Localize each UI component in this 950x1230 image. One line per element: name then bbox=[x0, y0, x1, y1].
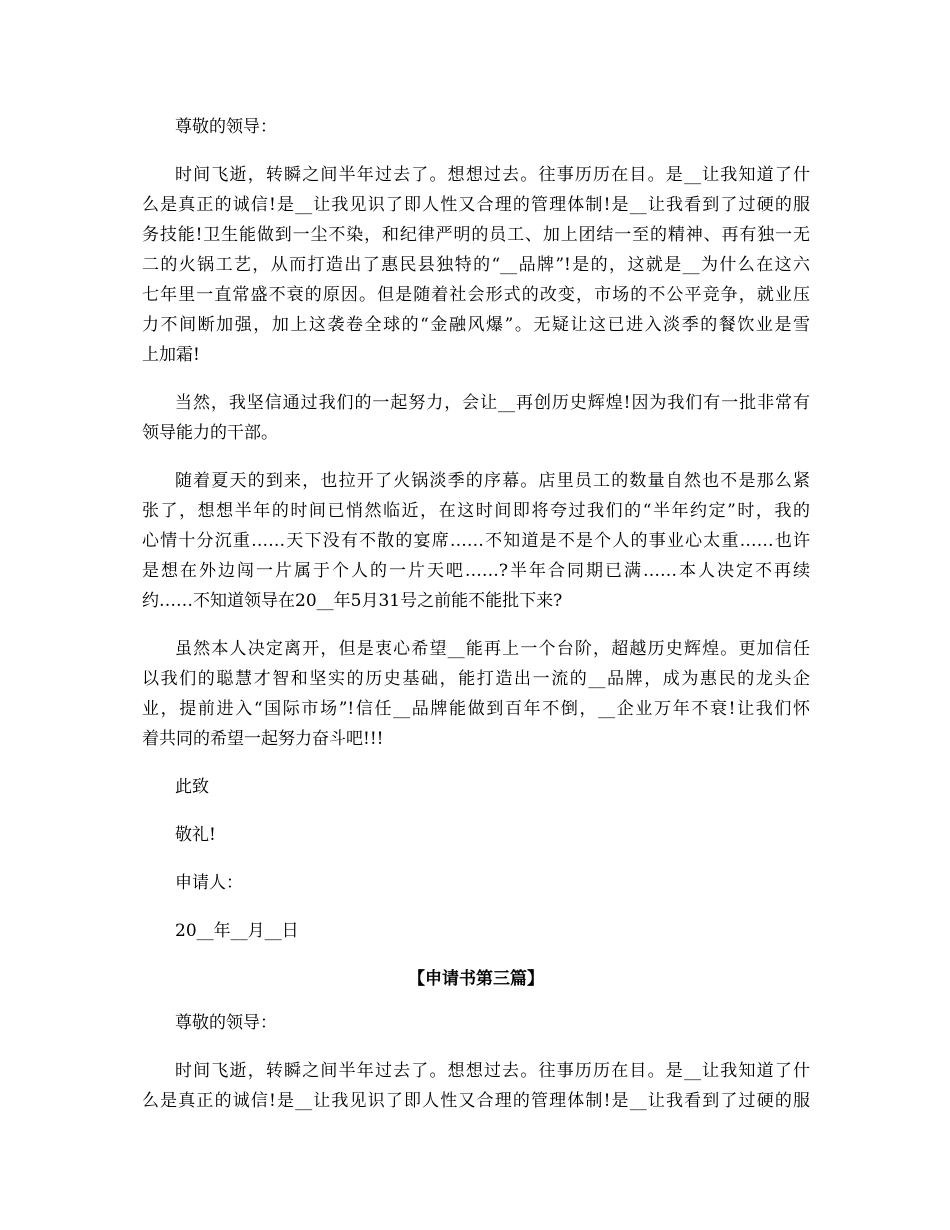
text-line: 力不间断加强，加上这袭卷全球的“金融风爆”。无疑让这已进入淡季的餐饮业是雪 bbox=[142, 315, 810, 335]
text-line: 以我们的聪慧才智和坚实的历史基础，能打造出一流的__品牌，成为惠民的龙头企 bbox=[142, 669, 810, 689]
paragraph-1 bbox=[142, 160, 810, 370]
text-line: 当然，我坚信通过我们的一起努力，会让__再创历史辉煌!因为我们有一批非常有 bbox=[175, 393, 810, 413]
text-line: 领导能力的干部。 bbox=[142, 423, 278, 443]
text-line: 么是真正的诚信!是__让我见识了即人性又合理的管理体制!是__让我看到了过硬的服 bbox=[142, 195, 810, 215]
paragraph-5 bbox=[142, 1056, 810, 1116]
text-line: 约……不知道领导在20__年5月31号之前能不能批下来? bbox=[142, 591, 563, 611]
text-line: 时间飞逝，转瞬之间半年过去了。想想过去。往事历历在目。是__让我知道了什 bbox=[175, 165, 810, 185]
closing-jingli: 敬礼! bbox=[175, 825, 216, 845]
text-line: 随着夏天的到来，也拉开了火锅淡季的序幕。店里员工的数量自然也不是那么紧 bbox=[175, 471, 810, 491]
text-line: 心情十分沉重……天下没有不散的宴席……不知道是不是个人的事业心太重……也许 bbox=[142, 531, 810, 551]
closing-cizhi: 此致 bbox=[175, 777, 209, 797]
paragraph-4 bbox=[142, 634, 810, 754]
salutation: 尊敬的领导： bbox=[175, 117, 277, 137]
paragraph-3 bbox=[142, 466, 810, 616]
text-line: 虽然本人决定离开，但是衷心希望__能再上一个台阶，超越历史辉煌。更加信任 bbox=[175, 639, 810, 659]
text-line: 上加霜! bbox=[142, 345, 200, 365]
text-line: 务技能!卫生能做到一尘不染，和纪律严明的员工、加上团结一至的精神、再有独一无 bbox=[142, 225, 810, 245]
text-line: 业，提前进入“国际市场”!信任__品牌能做到百年不倒，__企业万年不衰!让我们怀 bbox=[142, 699, 810, 719]
document-page bbox=[142, 112, 810, 1134]
applicant-label: 申请人： bbox=[175, 873, 243, 893]
text-line: 时间飞逝，转瞬之间半年过去了。想想过去。往事历历在目。是__让我知道了什 bbox=[175, 1061, 810, 1081]
text-line: 着共同的希望一起努力奋斗吧!!! bbox=[142, 729, 384, 749]
text-line: 二的火锅工艺，从而打造出了惠民县独特的“__品牌”!是的，这就是__为什么在这六 bbox=[142, 255, 810, 275]
salutation: 尊敬的领导： bbox=[175, 1013, 277, 1033]
text-line: 张了，想想半年的时间已悄然临近，在这时间即将夸过我们的“半年约定”时，我的 bbox=[142, 501, 810, 521]
section-title: 【申请书第三篇】 bbox=[408, 969, 544, 989]
text-line: 么是真正的诚信!是__让我见识了即人性又合理的管理体制!是__让我看到了过硬的服 bbox=[142, 1091, 810, 1111]
paragraph-2 bbox=[142, 388, 810, 448]
date-line: 20__年__月__日 bbox=[175, 921, 299, 941]
text-line: 七年里一直常盛不衰的原因。但是随着社会形式的改变，市场的不公平竞争，就业压 bbox=[142, 285, 810, 305]
text-line: 是想在外边闯一片属于个人的一片天吧……?半年合同期已满……本人决定不再续 bbox=[142, 561, 810, 581]
